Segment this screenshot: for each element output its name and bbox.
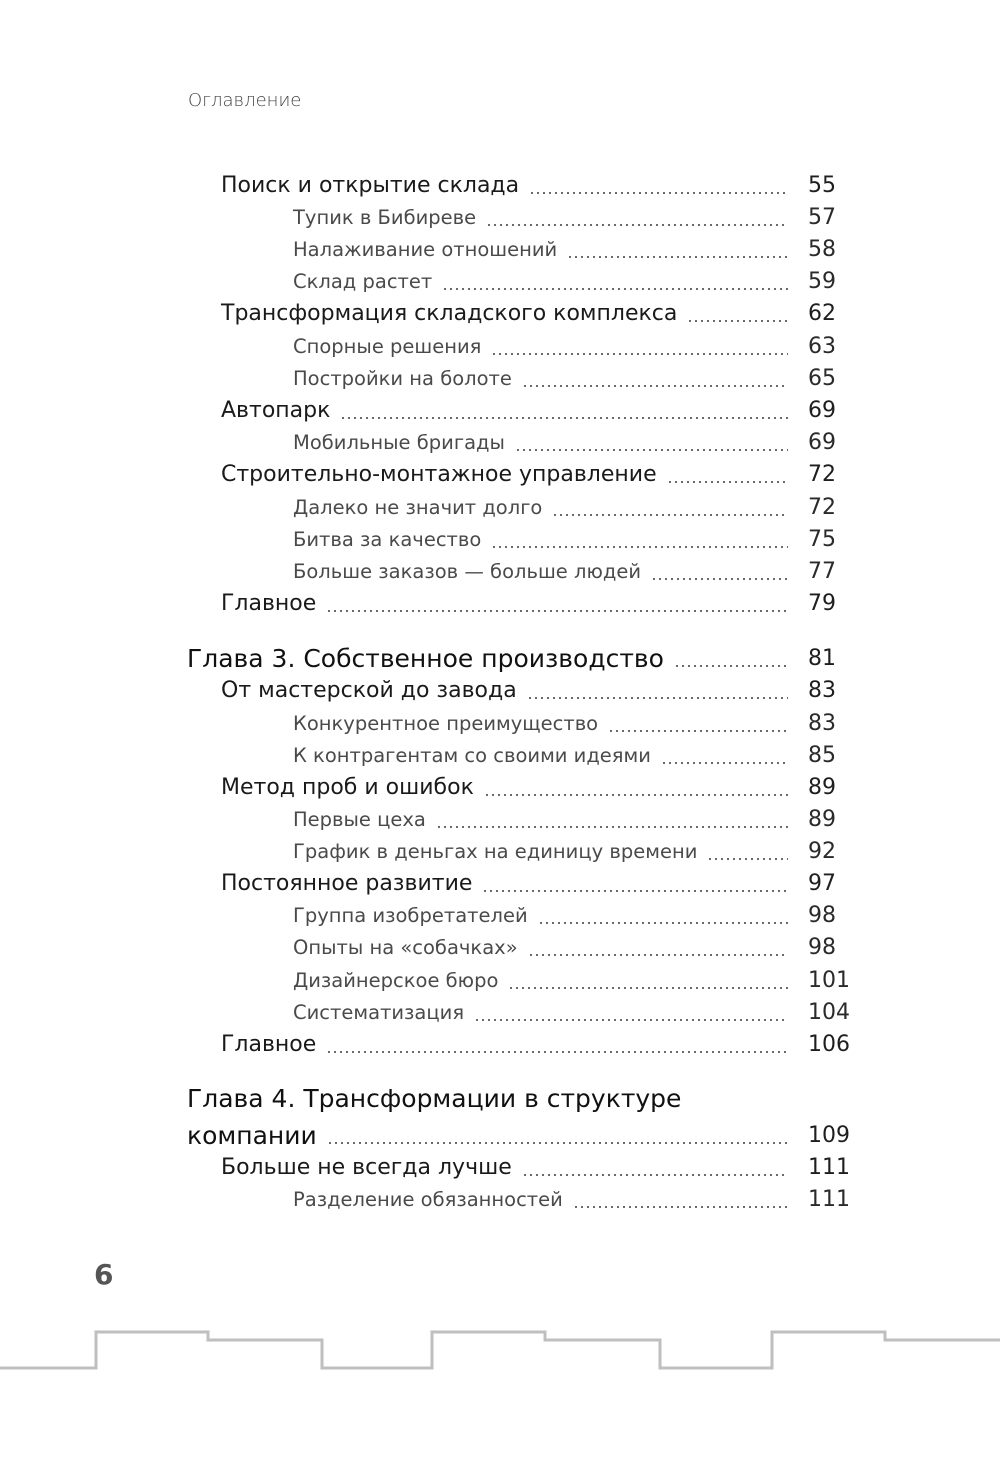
toc-entry (0, 965, 1000, 997)
leader-dots (486, 224, 788, 226)
toc-entry (0, 836, 1000, 868)
toc-entry (0, 1029, 1000, 1061)
toc-entry-title: Трансформация складского комплекса (221, 298, 685, 330)
toc-entry (0, 492, 1000, 524)
toc-entry-title: Автопарк (221, 395, 338, 427)
toc-entry-page: 79 (808, 591, 836, 616)
toc-entry-title: Конкурентное преимущество (293, 708, 606, 740)
leader-dots (326, 610, 788, 612)
leader-dots (573, 1206, 788, 1208)
toc-entry-title: Больше не всегда лучше (221, 1152, 520, 1184)
toc-entry (0, 643, 1000, 675)
toc-entry-title: Далеко не значит долго (293, 492, 550, 524)
toc-entry-page: 109 (808, 1123, 850, 1148)
toc-entry-title: Метод проб и ошибок (221, 772, 482, 804)
leader-dots (528, 954, 788, 956)
toc-entry-title: Поиск и открытие склада (221, 170, 527, 202)
toc-entry-title: Разделение обязанностей (293, 1184, 571, 1216)
toc-entry-page: 62 (808, 301, 836, 326)
toc-entry-page: 72 (808, 462, 836, 487)
leader-dots (482, 890, 788, 892)
leader-dots (442, 288, 788, 290)
toc-entry-page: 101 (808, 968, 850, 993)
toc-entry (0, 556, 1000, 588)
toc-entry (0, 170, 1000, 202)
running-head: Оглавление (188, 90, 302, 111)
toc-entry-page: 111 (808, 1187, 850, 1212)
toc-entry (0, 740, 1000, 772)
toc-entry-title: К контрагентам со своими идеями (293, 740, 659, 772)
toc-entry (0, 266, 1000, 298)
toc-entry (0, 1152, 1000, 1184)
leader-dots (687, 320, 788, 322)
toc-entry (0, 1120, 1000, 1152)
leader-dots (327, 1142, 788, 1144)
toc-entry-title: Склад растет (293, 266, 440, 298)
chapter-4-heading-line-1: Глава 4. Трансформации в структуре (187, 1084, 682, 1113)
toc-entry (0, 395, 1000, 427)
toc-entry-title: Мобильные бригады (293, 427, 513, 459)
leader-dots (608, 730, 788, 732)
toc-entry-title: Строительно-монтажное управление (221, 459, 665, 491)
toc-entry (0, 427, 1000, 459)
toc-entry (0, 331, 1000, 363)
leader-dots (661, 762, 788, 764)
toc-entry (0, 868, 1000, 900)
toc-entry-page: 83 (808, 711, 836, 736)
toc-entry-title: Главное (221, 1029, 324, 1061)
toc-entry-page: 111 (808, 1155, 850, 1180)
page-number: 6 (94, 1258, 114, 1291)
leader-dots (674, 665, 788, 667)
toc-entry-page: 72 (808, 495, 836, 520)
toc-entry-page: 85 (808, 743, 836, 768)
leader-dots (707, 858, 788, 860)
toc-entry-page: 89 (808, 807, 836, 832)
toc-entry-title: Систематизация (293, 997, 472, 1029)
leader-dots (436, 826, 788, 828)
toc-entry-page: 59 (808, 269, 836, 294)
toc-entry-title: Глава 3. Собственное производство (187, 643, 672, 675)
toc-entry (0, 932, 1000, 964)
toc-entry-title: График в деньгах на единицу времени (293, 836, 705, 868)
toc-entry (0, 234, 1000, 266)
toc-entry-title: Дизайнерское бюро (293, 965, 506, 997)
toc-entry-title: компании (187, 1120, 325, 1152)
toc-entry-page: 69 (808, 430, 836, 455)
toc-entry-title: Спорные решения (293, 331, 489, 363)
toc-entry (0, 708, 1000, 740)
toc-entry-page: 69 (808, 398, 836, 423)
toc-entry-page: 98 (808, 935, 836, 960)
toc-entry-page: 104 (808, 1000, 850, 1025)
toc-entry-page: 57 (808, 205, 836, 230)
toc-entry (0, 298, 1000, 330)
leader-dots (515, 449, 788, 451)
toc-entry-title: Опыты на «собачках» (293, 932, 526, 964)
toc-entry-page: 75 (808, 527, 836, 552)
leader-dots (667, 481, 788, 483)
toc-entry (0, 772, 1000, 804)
toc-entry (0, 1184, 1000, 1216)
toc-entry-title: Постоянное развитие (221, 868, 480, 900)
toc-entry (0, 675, 1000, 707)
leader-dots (491, 546, 788, 548)
toc-entry-page: 77 (808, 559, 836, 584)
leader-dots (522, 385, 788, 387)
leader-dots (552, 514, 788, 516)
decorative-footer-line (0, 1300, 1000, 1370)
toc-entry-title: От мастерской до завода (221, 675, 525, 707)
toc-entry-title: Тупик в Бибиреве (293, 202, 484, 234)
leader-dots (538, 922, 788, 924)
toc-entry (0, 900, 1000, 932)
toc-entry (0, 997, 1000, 1029)
leader-dots (529, 192, 788, 194)
toc-entry (0, 459, 1000, 491)
toc-entry-page: 83 (808, 678, 836, 703)
leader-dots (651, 578, 788, 580)
toc-entry-page: 92 (808, 839, 836, 864)
toc-entry-title: Больше заказов — больше людей (293, 556, 649, 588)
toc-entry-page: 98 (808, 903, 836, 928)
toc-entry (0, 202, 1000, 234)
leader-dots (326, 1051, 788, 1053)
toc-entry-title: Первые цеха (293, 804, 434, 836)
toc-entry-page: 106 (808, 1032, 850, 1057)
toc-entry (0, 363, 1000, 395)
toc-entry-page: 55 (808, 173, 836, 198)
toc-entry-page: 97 (808, 871, 836, 896)
leader-dots (567, 256, 788, 258)
leader-dots (527, 697, 788, 699)
leader-dots (491, 353, 788, 355)
leader-dots (508, 987, 788, 989)
toc-entry-title: Битва за качество (293, 524, 489, 556)
leader-dots (340, 417, 788, 419)
toc-entry-title: Налаживание отношений (293, 234, 565, 266)
toc-entry-page: 65 (808, 366, 836, 391)
toc-entry (0, 588, 1000, 620)
toc-entry-title: Группа изобретателей (293, 900, 536, 932)
toc-entry (0, 804, 1000, 836)
toc-entry-page: 81 (808, 646, 836, 671)
leader-dots (522, 1174, 788, 1176)
leader-dots (474, 1019, 788, 1021)
leader-dots (484, 794, 788, 796)
toc-entry-title: Главное (221, 588, 324, 620)
toc-entry-title: Постройки на болоте (293, 363, 520, 395)
toc-entry (0, 524, 1000, 556)
toc-entry-page: 58 (808, 237, 836, 262)
toc-entry-page: 89 (808, 775, 836, 800)
toc-entry-page: 63 (808, 334, 836, 359)
